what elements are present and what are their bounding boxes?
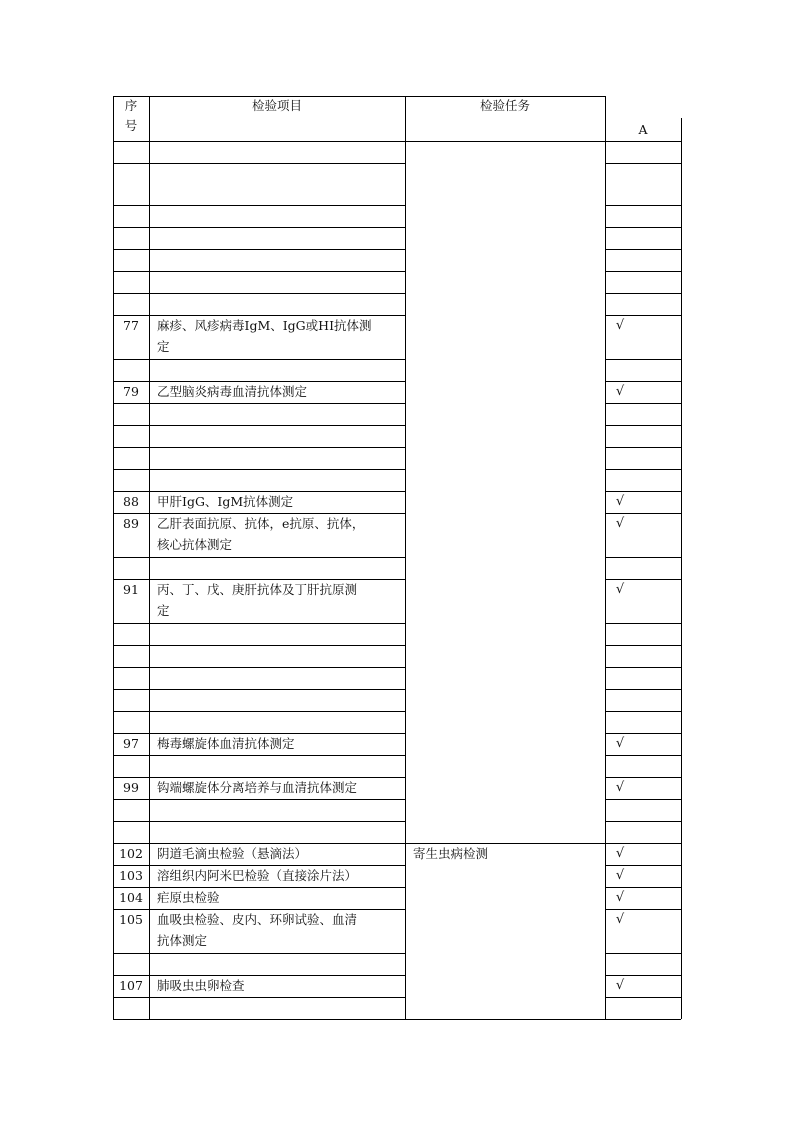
row-item-text: 疟原虫检验 [157,890,220,905]
row-divider-left [113,447,405,448]
row-divider-right [605,271,681,272]
row-divider-left [113,821,405,822]
row-item-text: 定 [157,339,170,354]
row-seq: 88 [123,494,139,509]
row-seq: 97 [123,736,139,751]
col-border-item [405,96,406,1019]
row-divider-left [113,799,405,800]
header-bottom-border [113,141,681,142]
row-seq: 107 [119,978,143,993]
row-divider-right [605,469,681,470]
col-border-seq [149,96,150,1019]
row-divider-left [113,359,405,360]
task-group-label: 寄生虫病检测 [413,846,489,861]
row-divider-right [605,623,681,624]
row-divider-left [113,711,405,712]
row-check-mark: √ [615,780,625,795]
row-item-text: 梅毒螺旋体血清抗体测定 [157,736,295,751]
row-check-mark: √ [615,318,625,333]
row-item-text: 血吸虫检验、皮内、环卵试验、血清 [157,912,358,927]
row-divider-left [113,249,405,250]
row-item-text: 乙型脑炎病毒血清抗体测定 [157,384,308,399]
row-divider-right [605,755,681,756]
header-col-a-right-border [681,118,682,141]
row-check-mark: √ [615,978,625,993]
row-divider-right [605,689,681,690]
row-divider-left [113,689,405,690]
row-divider-right [605,359,681,360]
row-check-mark: √ [615,494,625,509]
row-divider-right [605,557,681,558]
row-item-text: 核心抗体测定 [157,537,233,552]
row-item-text: 定 [157,603,170,618]
row-check-mark: √ [615,384,625,399]
row-check-mark: √ [615,846,625,861]
col-border-right [681,141,682,1019]
row-divider-left [113,425,405,426]
row-item-text: 阴道毛滴虫检验（悬滴法） [157,846,308,861]
row-divider-left [113,667,405,668]
row-divider-left [113,205,405,206]
row-divider-right [605,425,681,426]
row-item-text: 麻疹、风疹病毒IgM、IgG或HI抗体测 [157,318,372,333]
row-divider-left [113,623,405,624]
row-divider-right [605,645,681,646]
row-divider-left [113,953,405,954]
row-divider-left [113,271,405,272]
row-seq: 102 [119,846,143,861]
header-seq-label: 序 号 [124,98,138,133]
row-check-mark: √ [615,582,625,597]
row-seq: 79 [123,384,139,399]
row-divider-left [113,469,405,470]
row-divider-left [113,645,405,646]
row-check-mark: √ [615,890,625,905]
row-seq: 99 [123,780,139,795]
row-item-text: 抗体测定 [157,933,208,948]
row-divider-right [605,821,681,822]
row-seq: 89 [123,516,139,531]
row-divider-right [605,997,681,998]
row-item-text: 丙、丁、戊、庚肝抗体及丁肝抗原测 [157,582,358,597]
row-seq: 91 [123,582,139,597]
row-check-mark: √ [615,912,625,927]
row-divider-right [605,667,681,668]
row-item-text: 乙肝表面抗原、抗体，e抗原、抗体， [157,516,365,531]
row-seq: 103 [119,868,143,883]
row-divider-right [605,227,681,228]
row-divider-left [113,227,405,228]
row-divider-right [605,711,681,712]
header-item-label: 检验项目 [251,98,302,113]
row-divider-left [113,557,405,558]
row-divider-right [605,799,681,800]
row-divider-left [113,163,405,164]
row-check-mark: √ [615,736,625,751]
row-item-text: 钩端螺旋体分离培养与血清抗体测定 [157,780,358,795]
row-item-text: 甲肝IgG、IgM抗体测定 [157,494,294,509]
header-col-a-label: A [638,122,648,137]
row-divider-right [605,163,681,164]
row-check-mark: √ [615,516,625,531]
row-divider-left [113,755,405,756]
row-check-mark: √ [615,868,625,883]
row-divider-right [605,403,681,404]
row-seq: 77 [123,318,139,333]
header-task-label: 检验任务 [479,98,530,113]
row-seq: 104 [119,890,143,905]
row-divider-right [605,249,681,250]
row-item-text: 溶组织内阿米巴检验（直接涂片法） [157,868,358,883]
row-seq: 105 [119,912,143,927]
row-divider-right [605,447,681,448]
table-bottom-border [113,1019,681,1020]
row-divider-right [605,953,681,954]
row-divider-left [113,997,405,998]
row-divider-left [113,403,405,404]
row-divider-left [113,293,405,294]
row-divider-right [605,205,681,206]
row-item-text: 肺吸虫虫卵检查 [157,978,245,993]
row-divider-right [605,293,681,294]
table-top-border [113,96,605,97]
